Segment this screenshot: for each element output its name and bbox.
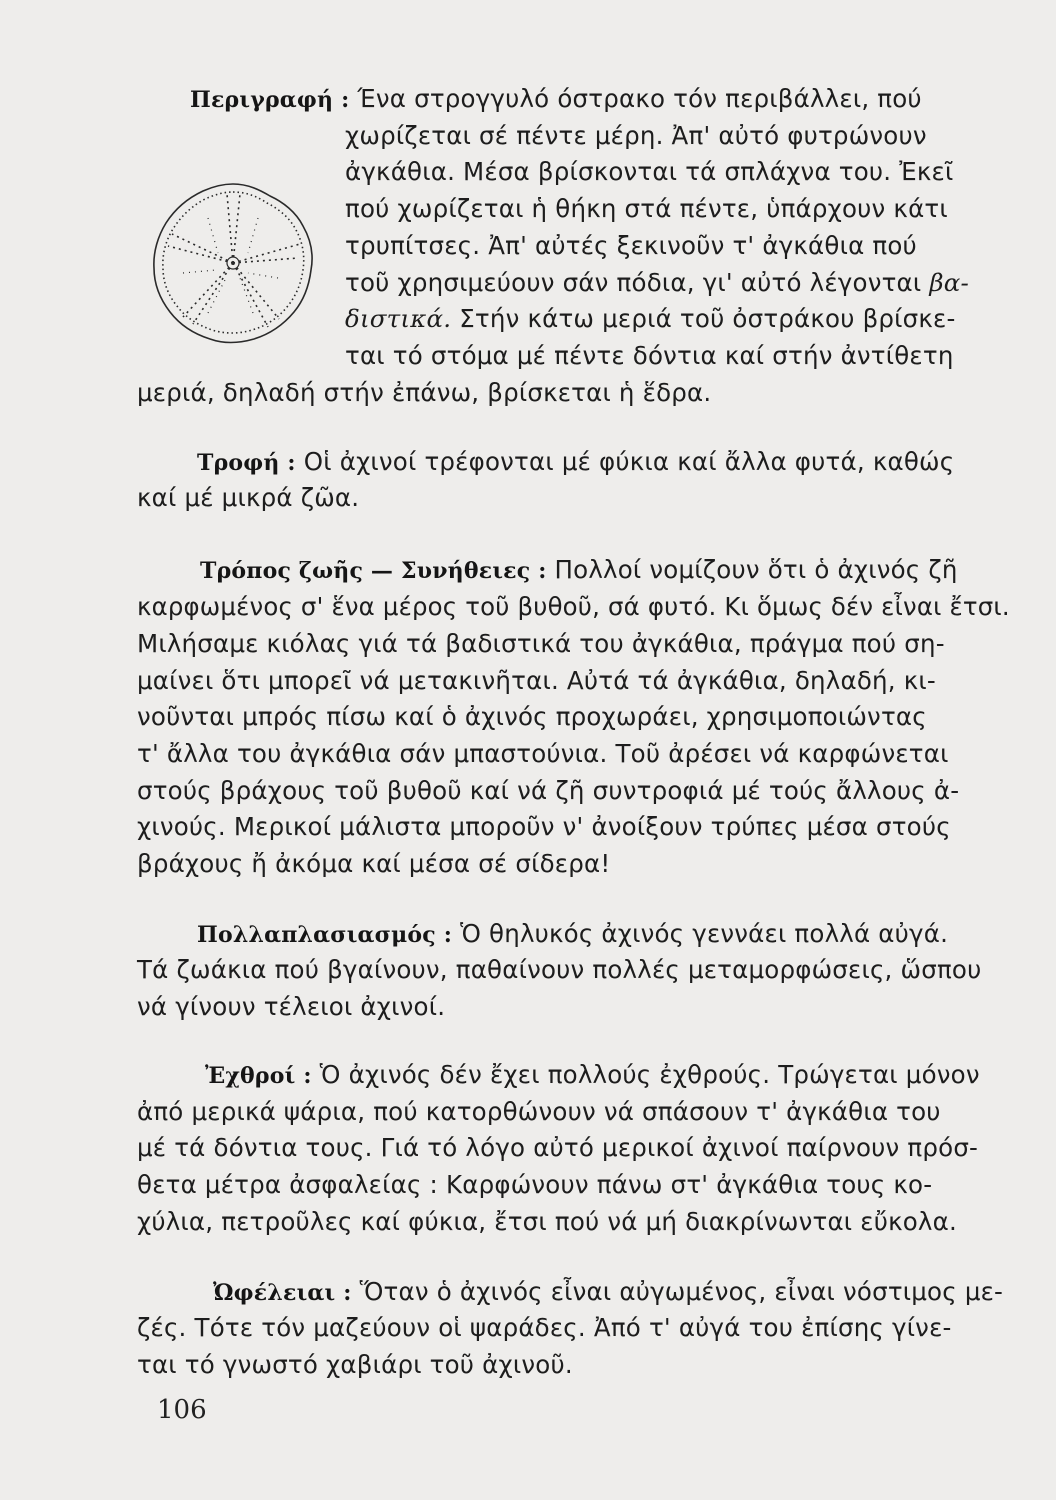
food-label: Τροφή : bbox=[197, 450, 296, 476]
enemies-line-4: θετα μέτρα ἀσφαλείας : Καρφώνουν πάνω στ' ἀγκάθια τους κο- bbox=[137, 1170, 933, 1199]
emphasis-term: διστικά. bbox=[345, 304, 452, 333]
habits-line-2: καρφωμένος σ' ἕνα μέρος τοῦ βυθοῦ, σά φυτό. Κι ὅμως δέν εἶναι ἔτσι. bbox=[137, 592, 1010, 621]
sea-urchin-illustration bbox=[148, 178, 318, 348]
reproduction-label: Πολλαπλασιασμός : bbox=[197, 922, 453, 948]
description-line-2: χωρίζεται σέ πέντε μέρη. Ἀπ' αὐτό φυτρώνουν bbox=[345, 121, 927, 150]
food-line-2: καί μέ μικρά ζῶα. bbox=[137, 483, 360, 512]
description-label: Περιγραφή : bbox=[190, 87, 350, 113]
description-line-4: πού χωρίζεται ἡ θήκη στά πέντε, ὑπάρχουν κάτι bbox=[345, 194, 948, 223]
reproduction-line-3: νά γίνουν τέλειοι ἀχινοί. bbox=[137, 992, 446, 1021]
description-line-6: τοῦ χρησιμεύουν σάν πόδια, γι' αὐτό λέγονται βα- bbox=[345, 268, 969, 297]
description-line-7: διστικά. Στήν κάτω μεριά τοῦ ὀστράκου βρίσκε- bbox=[345, 304, 956, 333]
reproduction-line-2: Τά ζωάκια πού βγαίνουν, παθαίνουν πολλές μεταμορφώσεις, ὥσπου bbox=[137, 955, 982, 984]
habits-line-5: νοῦνται μπρός πίσω καί ὁ ἀχινός προχωράει, χρησιμοποιώντας bbox=[137, 702, 927, 731]
emphasis-term: βα- bbox=[929, 268, 969, 297]
benefits-line-1: Ὠφέλειαι : Ὅταν ὁ ἀχινός εἶναι αὐγωμένος, εἶναι νόστιμος με- bbox=[213, 1277, 1004, 1306]
page-number: 106 bbox=[157, 1395, 207, 1425]
description-line-9: μεριά, δηλαδή στήν ἐπάνω, βρίσκεται ἡ ἕδρα. bbox=[137, 378, 712, 407]
habits-line-9: βράχους ἤ ἀκόμα καί μέσα σέ σίδερα! bbox=[137, 849, 611, 878]
benefits-line-3: ται τό γνωστό χαβιάρι τοῦ ἀχινοῦ. bbox=[137, 1350, 573, 1379]
enemies-line-5: χύλια, πετροῦλες καί φύκια, ἔτσι πού νά μή διακρίνωνται εὔκολα. bbox=[137, 1207, 957, 1236]
benefits-line-2: ζές. Τότε τόν μαζεύουν οἱ ψαράδες. Ἀπό τ' αὐγά του ἐπίσης γίνε- bbox=[137, 1313, 952, 1342]
habits-line-1: Τρόπος ζωῆς — Συνήθειες : Πολλοί νομίζουν ὅτι ὁ ἀχινός ζῆ bbox=[200, 555, 958, 584]
enemies-label: Ἐχθροί : bbox=[205, 1063, 312, 1089]
description-line-1: Περιγραφή : Ένα στρογγυλό όστρακο τόν περιβάλλει, πού bbox=[190, 84, 922, 113]
habits-line-4: μαίνει ὅτι μπορεῖ νά μετακινῆται. Αὐτά τά ἀγκάθια, δηλαδή, κι- bbox=[137, 666, 936, 695]
enemies-line-3: μέ τά δόντια τους. Γιά τό λόγο αὐτό μερικοί ἀχινοί παίρνουν πρόσ- bbox=[137, 1133, 979, 1162]
benefits-label: Ὠφέλειαι : bbox=[213, 1280, 352, 1306]
description-line-8: ται τό στόμα μέ πέντε δόντια καί στήν ἀντίθετη bbox=[345, 341, 954, 370]
food-line-1: Τροφή : Οἱ ἀχινοί τρέφονται μέ φύκια καί ἄλλα φυτά, καθώς bbox=[197, 447, 955, 476]
habits-line-8: χινούς. Μερικοί μάλιστα μποροῦν ν' ἀνοίξουν τρύπες μέσα στούς bbox=[137, 812, 951, 841]
reproduction-line-1: Πολλαπλασιασμός : Ὁ θηλυκός ἀχινός γεννάει πολλά αὐγά. bbox=[197, 919, 949, 948]
habits-label: Τρόπος ζωῆς — Συνήθειες : bbox=[200, 558, 547, 584]
enemies-line-2: ἀπό μερικά ψάρια, πού κατορθώνουν νά σπάσουν τ' ἀγκάθια του bbox=[137, 1097, 941, 1126]
habits-line-7: στούς βράχους τοῦ βυθοῦ καί νά ζῆ συντροφιά μέ τούς ἄλλους ἀ- bbox=[137, 776, 960, 805]
description-line-3: ἀγκάθια. Μέσα βρίσκονται τά σπλάχνα του. Ἐκεῖ bbox=[345, 157, 954, 186]
description-line-5: τρυπίτσες. Ἀπ' αὐτές ξεκινοῦν τ' ἀγκάθια πού bbox=[345, 231, 917, 260]
habits-line-3: Μιλήσαμε κιόλας γιά τά βαδιστικά του ἀγκάθια, πράγμα πού ση- bbox=[137, 629, 945, 658]
habits-line-6: τ' ἄλλα του ἀγκάθια σάν μπαστούνια. Τοῦ ἀρέσει νά καρφώνεται bbox=[137, 739, 949, 768]
enemies-line-1: Ἐχθροί : Ὁ ἀχινός δέν ἔχει πολλούς ἐχθρούς. Τρώγεται μόνον bbox=[205, 1060, 980, 1089]
